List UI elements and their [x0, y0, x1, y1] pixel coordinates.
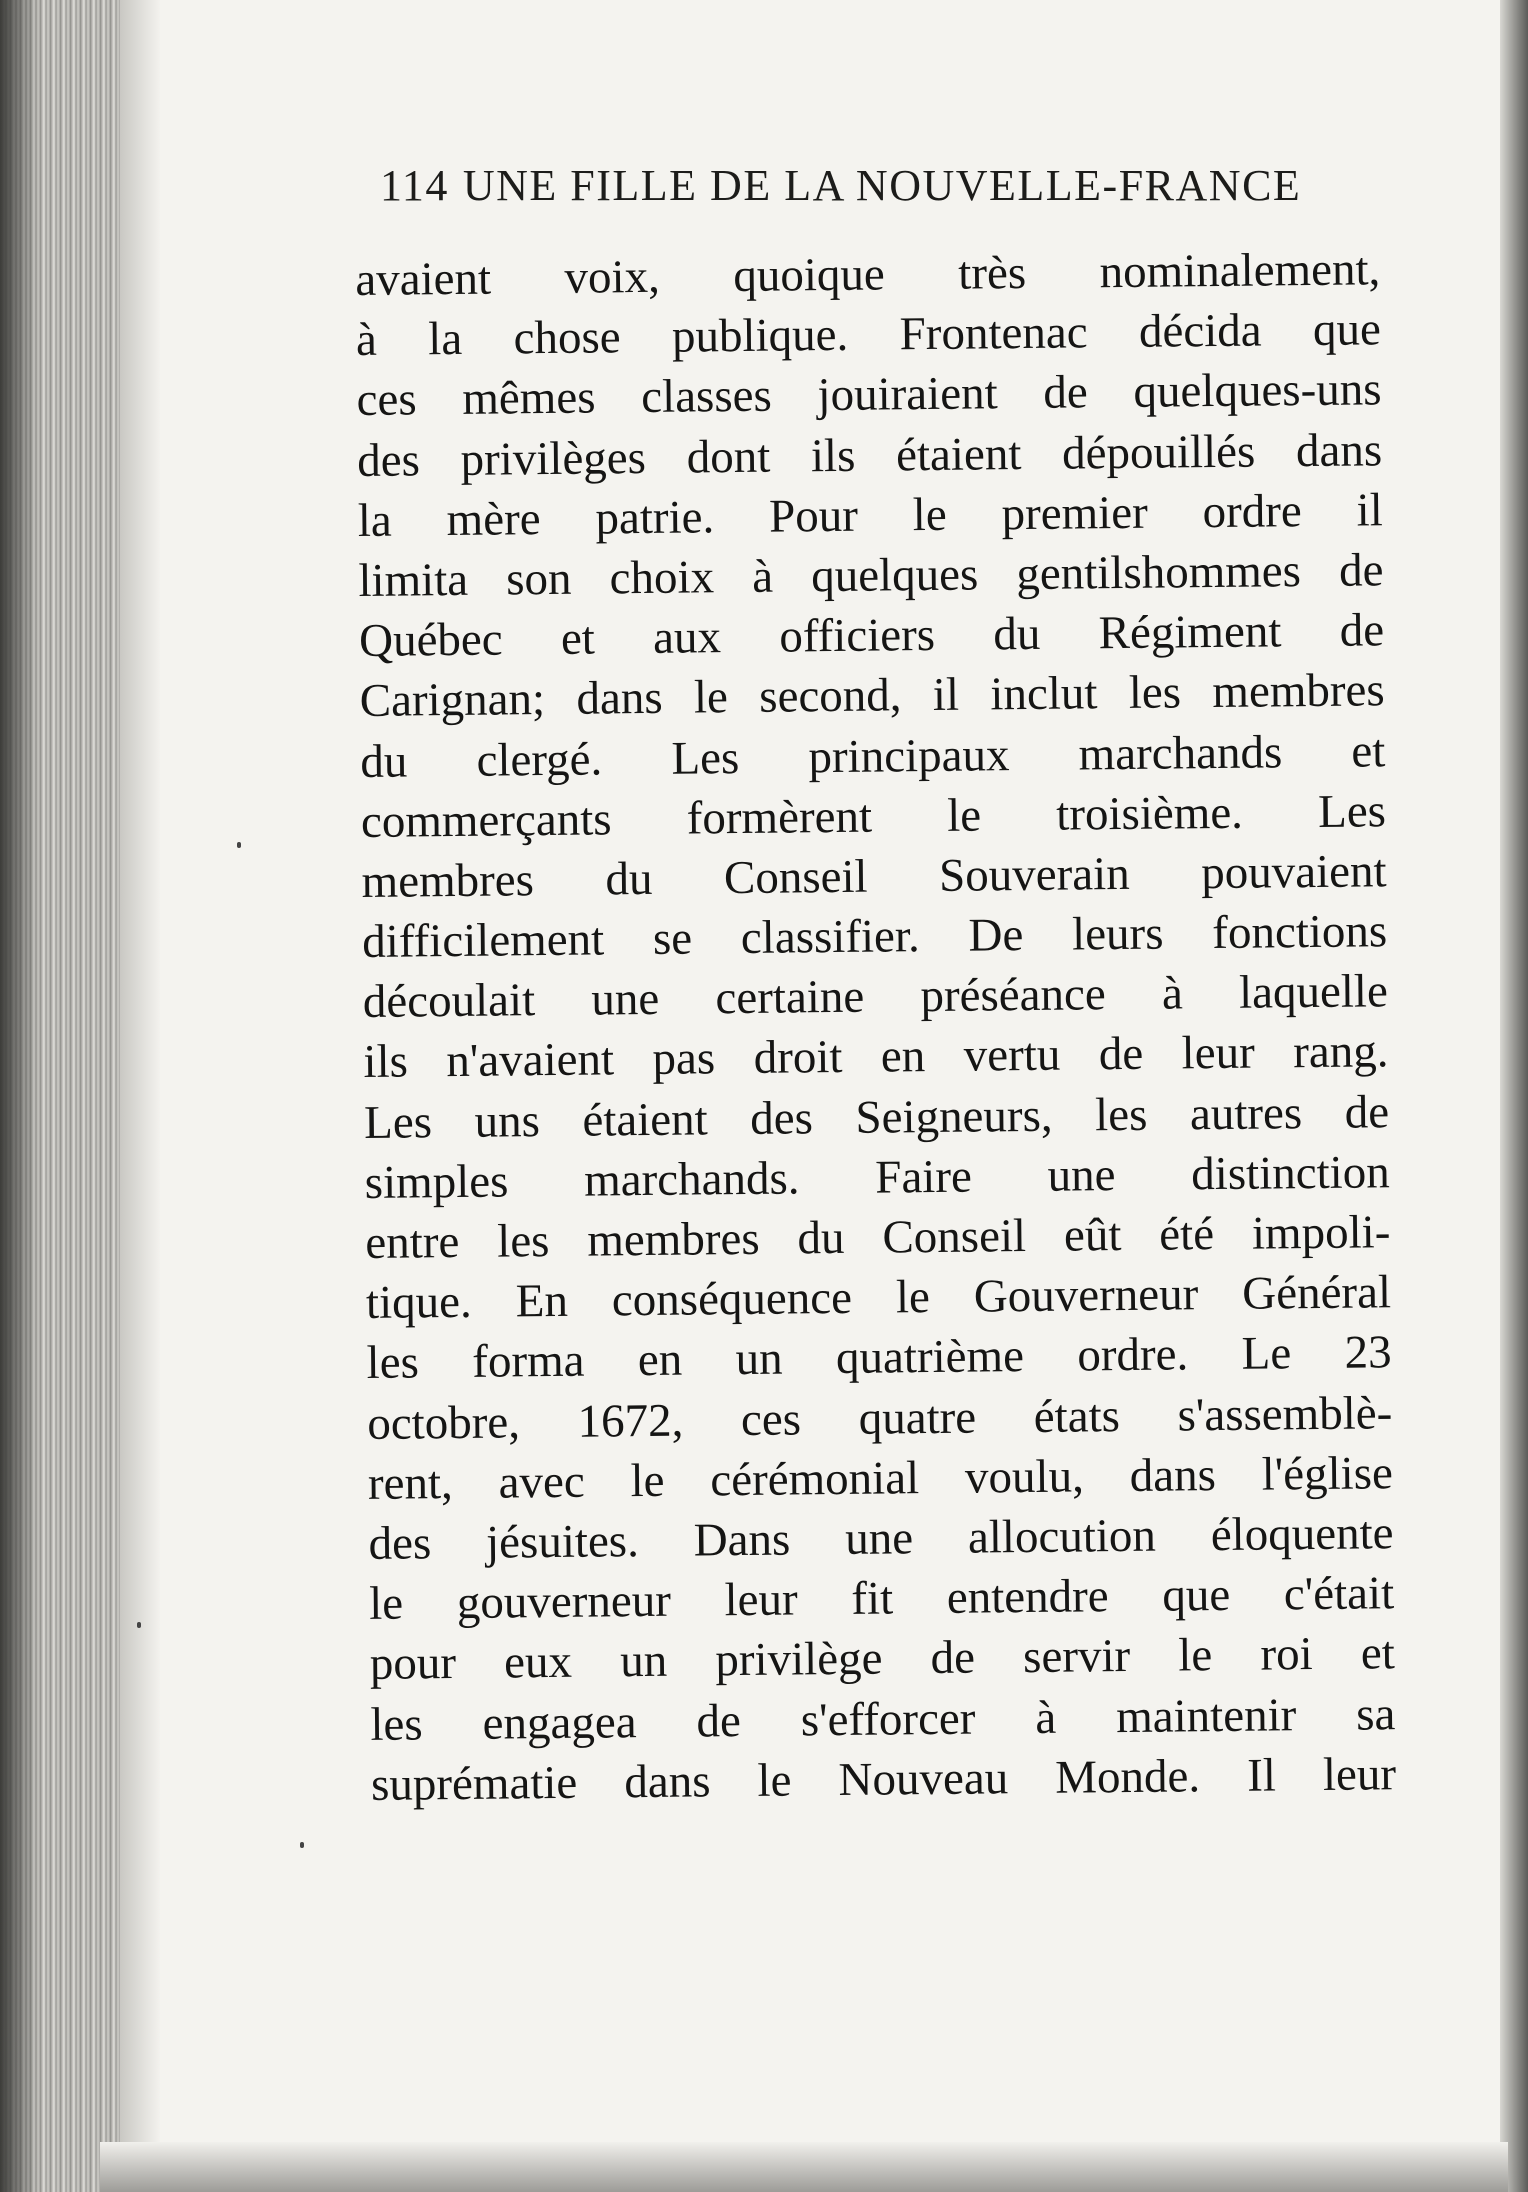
text-line: limita son choix à quelques gentilshommes de — [358, 544, 1384, 607]
text-line: tique. En conséquence le Gouverneur Général — [365, 1266, 1392, 1330]
dust-speck — [237, 842, 241, 848]
text-line: suprématie dans le Nouveau Monde. Il leur — [370, 1747, 1397, 1811]
text-line: la mère patrie. Pour le premier ordre il — [357, 484, 1384, 547]
text-line: Les uns étaient des Seigneurs, les autres de — [363, 1085, 1390, 1149]
scan-bottom-edge — [100, 2142, 1508, 2192]
text-line: avaient voix, quoique très nominalement, — [355, 243, 1381, 306]
text-line: membres du Conseil Souverain pouvaient — [361, 845, 1387, 908]
text-line: entre les membres du Conseil eût été impoli- — [365, 1206, 1391, 1269]
dust-speck — [137, 1622, 141, 1628]
text-line: commerçants formèrent le troisième. Les — [360, 784, 1387, 848]
page-gutter — [120, 0, 160, 2192]
dust-speck — [300, 1842, 304, 1848]
text-line: découlait une certaine préséance à laquelle — [362, 965, 1389, 1029]
text-line: octobre, 1672, ces quatre états s'assemblè- — [367, 1386, 1393, 1450]
text-line: Carignan; dans le second, il inclut les membres — [359, 664, 1385, 728]
scan-right-edge — [1500, 0, 1528, 2192]
text-line: le gouverneur leur fit entendre que c'était — [368, 1567, 1395, 1631]
stack-shadow — [0, 0, 40, 2192]
text-line: les engagea de s'efforcer à maintenir sa — [370, 1687, 1396, 1751]
text-line: des privilèges dont ils étaient dépouillés dans — [356, 423, 1383, 487]
text-line: difficilement se classifier. De leurs fonctions — [361, 905, 1388, 969]
text-line: simples marchands. Faire une distinction — [364, 1146, 1390, 1209]
text-line: ces mêmes classes jouiraient de quelques-uns — [356, 363, 1382, 427]
page-number: 114 — [380, 161, 449, 210]
running-header — [380, 160, 1370, 211]
text-line: du clergé. Les principaux marchands et — [360, 724, 1386, 788]
running-title: UNE FILLE DE LA NOUVELLE-FRANCE — [462, 161, 1302, 210]
text-line: ils n'avaient pas droit en vertu de leur rang. — [363, 1025, 1389, 1089]
text-line: Québec et aux officiers du Régiment de — [358, 604, 1385, 668]
text-line: à la chose publique. Frontenac décida que — [355, 303, 1382, 367]
body-text — [355, 239, 1396, 1815]
text-line: rent, avec le cérémonial voulu, dans l'église — [367, 1446, 1394, 1510]
text-line: des jésuites. Dans une allocution éloquente — [368, 1507, 1394, 1570]
text-line: les forma en un quatrième ordre. Le 23 — [366, 1326, 1392, 1390]
text-line: pour eux un privilège de servir le roi et — [369, 1627, 1396, 1691]
